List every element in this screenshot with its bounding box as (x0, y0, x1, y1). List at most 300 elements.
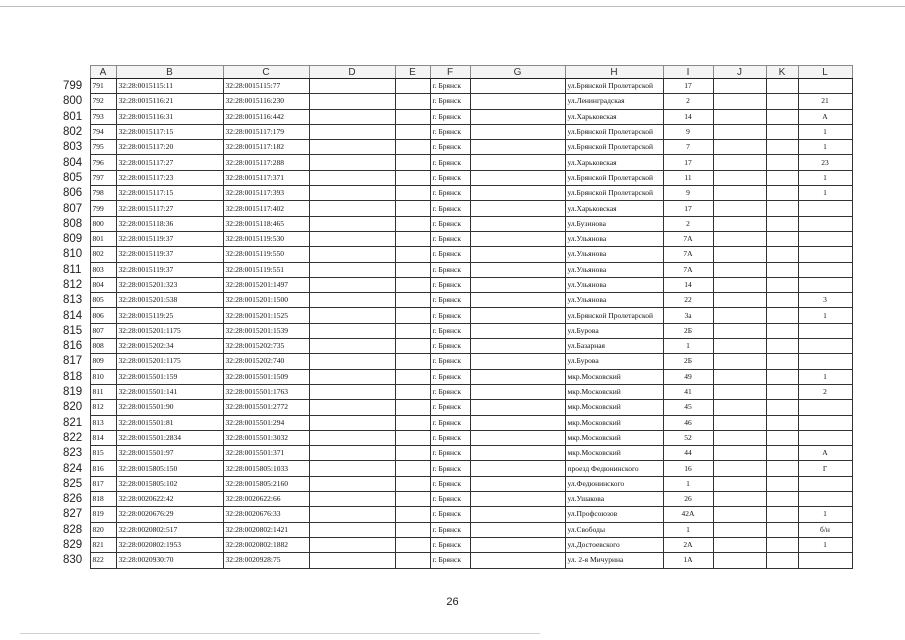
row-number[interactable]: 828 (63, 523, 83, 536)
cell-b[interactable]: 32:28:0020622:42 (116, 492, 223, 507)
row-number[interactable]: 826 (63, 493, 83, 506)
cell-f[interactable]: г. Брянск (430, 400, 470, 415)
cell-e[interactable] (395, 415, 430, 430)
cell-f[interactable]: г. Брянск (430, 354, 470, 369)
cell-k[interactable] (766, 262, 798, 277)
cell-a[interactable]: 819 (90, 507, 116, 522)
cell-k[interactable] (766, 308, 798, 323)
cell-c[interactable]: 32:28:0015117:402 (223, 201, 309, 216)
row-number[interactable]: 818 (63, 370, 83, 383)
column-header-e[interactable]: E (395, 66, 430, 79)
cell-a[interactable]: 818 (90, 492, 116, 507)
cell-g[interactable] (470, 339, 565, 354)
cell-b[interactable]: 32:28:0015119:37 (116, 262, 223, 277)
cell-l[interactable] (798, 201, 852, 216)
cell-h[interactable]: ул.Достоевского (565, 537, 663, 552)
cell-b[interactable]: 32:28:0015117:27 (116, 155, 223, 170)
cell-j[interactable] (713, 109, 766, 124)
cell-e[interactable] (395, 553, 430, 568)
cell-e[interactable] (395, 201, 430, 216)
cell-g[interactable] (470, 415, 565, 430)
column-header-g[interactable]: G (470, 66, 565, 79)
cell-a[interactable]: 816 (90, 461, 116, 476)
cell-l[interactable]: 1 (798, 124, 852, 139)
cell-c[interactable]: 32:28:0015118:465 (223, 216, 309, 231)
cell-g[interactable] (470, 553, 565, 568)
cell-k[interactable] (766, 216, 798, 231)
cell-f[interactable]: г. Брянск (430, 155, 470, 170)
cell-i[interactable]: 9 (663, 186, 713, 201)
cell-j[interactable] (713, 354, 766, 369)
cell-k[interactable] (766, 369, 798, 384)
row-number[interactable]: 805 (63, 171, 83, 184)
cell-d[interactable] (309, 507, 395, 522)
row-number[interactable]: 814 (63, 309, 83, 322)
cell-g[interactable] (470, 262, 565, 277)
cell-c[interactable]: 32:28:0015501:3032 (223, 430, 309, 445)
cell-g[interactable] (470, 537, 565, 552)
cell-l[interactable]: 1 (798, 369, 852, 384)
cell-d[interactable] (309, 308, 395, 323)
cell-a[interactable]: 811 (90, 384, 116, 399)
cell-c[interactable]: 32:28:0015201:1539 (223, 323, 309, 338)
cell-l[interactable] (798, 247, 852, 262)
cell-d[interactable] (309, 109, 395, 124)
cell-d[interactable] (309, 323, 395, 338)
cell-h[interactable]: ул.Федюнинского (565, 476, 663, 491)
cell-d[interactable] (309, 277, 395, 292)
cell-i[interactable]: 17 (663, 155, 713, 170)
column-header-b[interactable]: B (116, 66, 223, 79)
cell-c[interactable]: 32:28:0015202:740 (223, 354, 309, 369)
cell-j[interactable] (713, 461, 766, 476)
cell-f[interactable]: г. Брянск (430, 277, 470, 292)
cell-l[interactable] (798, 231, 852, 246)
cell-i[interactable]: 2 (663, 94, 713, 109)
cell-a[interactable]: 820 (90, 522, 116, 537)
cell-a[interactable]: 803 (90, 262, 116, 277)
cell-l[interactable]: 23 (798, 155, 852, 170)
cell-a[interactable]: 807 (90, 323, 116, 338)
cell-j[interactable] (713, 262, 766, 277)
cell-j[interactable] (713, 155, 766, 170)
row-number[interactable]: 804 (63, 156, 83, 169)
cell-d[interactable] (309, 79, 395, 94)
cell-h[interactable]: ул.Ленинградская (565, 94, 663, 109)
cell-c[interactable]: 32:28:0015501:1509 (223, 369, 309, 384)
cell-d[interactable] (309, 522, 395, 537)
cell-d[interactable] (309, 94, 395, 109)
cell-k[interactable] (766, 109, 798, 124)
cell-l[interactable] (798, 415, 852, 430)
row-number[interactable]: 817 (63, 355, 83, 368)
cell-a[interactable]: 797 (90, 170, 116, 185)
cell-j[interactable] (713, 430, 766, 445)
row-number[interactable]: 819 (63, 386, 83, 399)
cell-d[interactable] (309, 476, 395, 491)
cell-e[interactable] (395, 507, 430, 522)
cell-d[interactable] (309, 231, 395, 246)
cell-g[interactable] (470, 277, 565, 292)
cell-b[interactable]: 32:28:0015117:15 (116, 186, 223, 201)
cell-a[interactable]: 801 (90, 231, 116, 246)
cell-l[interactable] (798, 354, 852, 369)
cell-k[interactable] (766, 522, 798, 537)
cell-e[interactable] (395, 247, 430, 262)
cell-e[interactable] (395, 170, 430, 185)
cell-e[interactable] (395, 476, 430, 491)
cell-h[interactable]: ул.Харьковская (565, 109, 663, 124)
cell-j[interactable] (713, 79, 766, 94)
cell-e[interactable] (395, 231, 430, 246)
cell-h[interactable]: ул.Профсоюзов (565, 507, 663, 522)
cell-i[interactable]: 16 (663, 461, 713, 476)
cell-e[interactable] (395, 155, 430, 170)
cell-i[interactable]: 7 (663, 140, 713, 155)
cell-j[interactable] (713, 277, 766, 292)
cell-c[interactable]: 32:28:0020802:1882 (223, 537, 309, 552)
cell-i[interactable]: 1 (663, 522, 713, 537)
cell-h[interactable]: мкр.Московский (565, 384, 663, 399)
cell-b[interactable]: 32:28:0015202:34 (116, 339, 223, 354)
row-number[interactable]: 825 (63, 477, 83, 490)
cell-k[interactable] (766, 155, 798, 170)
cell-a[interactable]: 808 (90, 339, 116, 354)
cell-j[interactable] (713, 201, 766, 216)
cell-b[interactable]: 32:28:0015501:97 (116, 446, 223, 461)
cell-b[interactable]: 32:28:0015201:323 (116, 277, 223, 292)
cell-l[interactable]: 1 (798, 140, 852, 155)
cell-d[interactable] (309, 293, 395, 308)
row-number[interactable]: 823 (63, 447, 83, 460)
cell-e[interactable] (395, 186, 430, 201)
cell-l[interactable] (798, 216, 852, 231)
cell-g[interactable] (470, 507, 565, 522)
row-number[interactable]: 815 (63, 324, 83, 337)
cell-e[interactable] (395, 109, 430, 124)
cell-l[interactable] (798, 476, 852, 491)
cell-e[interactable] (395, 339, 430, 354)
cell-b[interactable]: 32:28:0015117:23 (116, 170, 223, 185)
cell-g[interactable] (470, 476, 565, 491)
cell-h[interactable]: ул.Брянской Пролетарской (565, 186, 663, 201)
cell-l[interactable]: 1 (798, 537, 852, 552)
cell-i[interactable]: 1 (663, 339, 713, 354)
cell-f[interactable]: г. Брянск (430, 109, 470, 124)
cell-b[interactable]: 32:28:0015501:159 (116, 369, 223, 384)
cell-b[interactable]: 32:28:0015501:2834 (116, 430, 223, 445)
cell-a[interactable]: 822 (90, 553, 116, 568)
cell-c[interactable]: 32:28:0015501:371 (223, 446, 309, 461)
cell-a[interactable]: 796 (90, 155, 116, 170)
cell-e[interactable] (395, 492, 430, 507)
cell-a[interactable]: 814 (90, 430, 116, 445)
cell-b[interactable]: 32:28:0015116:21 (116, 94, 223, 109)
cell-b[interactable]: 32:28:0020676:29 (116, 507, 223, 522)
cell-h[interactable]: мкр.Московский (565, 415, 663, 430)
cell-d[interactable] (309, 446, 395, 461)
cell-c[interactable]: 32:28:0015501:1763 (223, 384, 309, 399)
cell-f[interactable]: г. Брянск (430, 553, 470, 568)
cell-b[interactable]: 32:28:0015805:150 (116, 461, 223, 476)
cell-d[interactable] (309, 492, 395, 507)
cell-b[interactable]: 32:28:0015118:36 (116, 216, 223, 231)
cell-k[interactable] (766, 94, 798, 109)
cell-b[interactable]: 32:28:0015117:15 (116, 124, 223, 139)
column-header-d[interactable]: D (309, 66, 395, 79)
cell-c[interactable]: 32:28:0015201:1497 (223, 277, 309, 292)
cell-g[interactable] (470, 522, 565, 537)
cell-a[interactable]: 812 (90, 400, 116, 415)
cell-k[interactable] (766, 400, 798, 415)
row-number[interactable]: 799 (63, 80, 83, 93)
cell-e[interactable] (395, 384, 430, 399)
cell-e[interactable] (395, 216, 430, 231)
cell-h[interactable]: ул.Харьковская (565, 155, 663, 170)
cell-j[interactable] (713, 323, 766, 338)
cell-j[interactable] (713, 415, 766, 430)
row-number[interactable]: 820 (63, 401, 83, 414)
cell-h[interactable]: ул.Ульянова (565, 231, 663, 246)
cell-h[interactable]: ул.Свободы (565, 522, 663, 537)
cell-j[interactable] (713, 446, 766, 461)
cell-g[interactable] (470, 369, 565, 384)
cell-f[interactable]: г. Брянск (430, 384, 470, 399)
cell-a[interactable]: 810 (90, 369, 116, 384)
cell-c[interactable]: 32:28:0015501:2772 (223, 400, 309, 415)
cell-d[interactable] (309, 369, 395, 384)
cell-h[interactable]: ул.Брянской Пролетарской (565, 140, 663, 155)
cell-j[interactable] (713, 124, 766, 139)
cell-k[interactable] (766, 461, 798, 476)
row-number[interactable]: 803 (63, 141, 83, 154)
cell-j[interactable] (713, 94, 766, 109)
cell-e[interactable] (395, 79, 430, 94)
cell-h[interactable]: мкр.Московский (565, 400, 663, 415)
cell-k[interactable] (766, 339, 798, 354)
cell-h[interactable]: мкр.Московский (565, 369, 663, 384)
cell-l[interactable] (798, 400, 852, 415)
cell-k[interactable] (766, 293, 798, 308)
cell-k[interactable] (766, 537, 798, 552)
cell-d[interactable] (309, 461, 395, 476)
cell-l[interactable] (798, 323, 852, 338)
cell-f[interactable]: г. Брянск (430, 522, 470, 537)
cell-a[interactable]: 817 (90, 476, 116, 491)
cell-b[interactable]: 32:28:0015119:37 (116, 231, 223, 246)
cell-c[interactable]: 32:28:0015117:179 (223, 124, 309, 139)
row-number[interactable]: 806 (63, 187, 83, 200)
cell-d[interactable] (309, 140, 395, 155)
cell-f[interactable]: г. Брянск (430, 79, 470, 94)
cell-k[interactable] (766, 323, 798, 338)
cell-c[interactable]: 32:28:0020622:66 (223, 492, 309, 507)
cell-h[interactable]: ул. 2-я Мичурина (565, 553, 663, 568)
cell-h[interactable]: ул.Бурова (565, 354, 663, 369)
cell-a[interactable]: 800 (90, 216, 116, 231)
cell-k[interactable] (766, 476, 798, 491)
cell-i[interactable]: 1 (663, 476, 713, 491)
cell-h[interactable]: ул.Ульянова (565, 293, 663, 308)
cell-a[interactable]: 815 (90, 446, 116, 461)
cell-g[interactable] (470, 109, 565, 124)
cell-f[interactable]: г. Брянск (430, 216, 470, 231)
cell-c[interactable]: 32:28:0015115:77 (223, 79, 309, 94)
cell-k[interactable] (766, 170, 798, 185)
cell-g[interactable] (470, 308, 565, 323)
cell-c[interactable]: 32:28:0015119:530 (223, 231, 309, 246)
cell-e[interactable] (395, 277, 430, 292)
cell-b[interactable]: 32:28:0015501:90 (116, 400, 223, 415)
row-number[interactable]: 802 (63, 126, 83, 139)
cell-k[interactable] (766, 553, 798, 568)
column-header-l[interactable]: L (798, 66, 852, 79)
cell-i[interactable]: 3а (663, 308, 713, 323)
cell-c[interactable]: 32:28:0015805:1033 (223, 461, 309, 476)
cell-b[interactable]: 32:28:0015116:31 (116, 109, 223, 124)
cell-c[interactable]: 32:28:0015201:1525 (223, 308, 309, 323)
cell-h[interactable]: ул.Брянской Пролетарской (565, 170, 663, 185)
column-header-a[interactable]: A (90, 66, 116, 79)
cell-c[interactable]: 32:28:0020802:1421 (223, 522, 309, 537)
cell-k[interactable] (766, 415, 798, 430)
cell-a[interactable]: 821 (90, 537, 116, 552)
cell-c[interactable]: 32:28:0015117:393 (223, 186, 309, 201)
cell-e[interactable] (395, 354, 430, 369)
cell-l[interactable] (798, 430, 852, 445)
cell-j[interactable] (713, 522, 766, 537)
cell-j[interactable] (713, 537, 766, 552)
cell-f[interactable]: г. Брянск (430, 247, 470, 262)
cell-b[interactable]: 32:28:0020802:517 (116, 522, 223, 537)
cell-f[interactable]: г. Брянск (430, 186, 470, 201)
cell-j[interactable] (713, 186, 766, 201)
cell-c[interactable]: 32:28:0015201:1500 (223, 293, 309, 308)
cell-h[interactable]: проезд Федюнинского (565, 461, 663, 476)
row-number[interactable]: 807 (63, 202, 83, 215)
cell-e[interactable] (395, 308, 430, 323)
cell-b[interactable]: 32:28:0015201:1175 (116, 354, 223, 369)
cell-f[interactable]: г. Брянск (430, 201, 470, 216)
cell-b[interactable]: 32:28:0015501:81 (116, 415, 223, 430)
cell-c[interactable]: 32:28:0020928:75 (223, 553, 309, 568)
cell-a[interactable]: 804 (90, 277, 116, 292)
cell-i[interactable]: 17 (663, 79, 713, 94)
row-number[interactable]: 811 (63, 263, 82, 276)
cell-k[interactable] (766, 231, 798, 246)
cell-b[interactable]: 32:28:0015115:11 (116, 79, 223, 94)
cell-b[interactable]: 32:28:0015805:102 (116, 476, 223, 491)
cell-l[interactable]: 3 (798, 293, 852, 308)
cell-j[interactable] (713, 507, 766, 522)
cell-l[interactable]: 1 (798, 186, 852, 201)
cell-k[interactable] (766, 354, 798, 369)
cell-g[interactable] (470, 170, 565, 185)
cell-c[interactable]: 32:28:0015805:2160 (223, 476, 309, 491)
cell-i[interactable]: 14 (663, 277, 713, 292)
cell-i[interactable]: 49 (663, 369, 713, 384)
cell-c[interactable]: 32:28:0015117:371 (223, 170, 309, 185)
column-header-c[interactable]: C (223, 66, 309, 79)
cell-c[interactable]: 32:28:0020676:33 (223, 507, 309, 522)
cell-j[interactable] (713, 293, 766, 308)
cell-i[interactable]: 22 (663, 293, 713, 308)
cell-l[interactable]: 1 (798, 507, 852, 522)
cell-l[interactable]: А (798, 109, 852, 124)
cell-e[interactable] (395, 446, 430, 461)
cell-g[interactable] (470, 216, 565, 231)
cell-i[interactable]: 2Б (663, 323, 713, 338)
cell-g[interactable] (470, 293, 565, 308)
cell-e[interactable] (395, 140, 430, 155)
row-number[interactable]: 800 (63, 95, 83, 108)
row-number[interactable]: 827 (63, 508, 83, 521)
cell-g[interactable] (470, 492, 565, 507)
cell-g[interactable] (470, 384, 565, 399)
cell-d[interactable] (309, 384, 395, 399)
cell-g[interactable] (470, 247, 565, 262)
row-number[interactable]: 813 (63, 294, 83, 307)
row-number[interactable]: 809 (63, 233, 83, 246)
cell-i[interactable]: 7А (663, 262, 713, 277)
row-number[interactable]: 808 (63, 217, 83, 230)
cell-h[interactable]: ул.Базарная (565, 339, 663, 354)
column-header-j[interactable]: J (713, 66, 766, 79)
cell-i[interactable]: 7А (663, 247, 713, 262)
cell-e[interactable] (395, 323, 430, 338)
cell-k[interactable] (766, 492, 798, 507)
cell-b[interactable]: 32:28:0015119:25 (116, 308, 223, 323)
cell-d[interactable] (309, 186, 395, 201)
cell-f[interactable]: г. Брянск (430, 369, 470, 384)
cell-d[interactable] (309, 201, 395, 216)
row-number[interactable]: 801 (63, 110, 83, 123)
cell-d[interactable] (309, 262, 395, 277)
cell-f[interactable]: г. Брянск (430, 461, 470, 476)
cell-k[interactable] (766, 201, 798, 216)
cell-i[interactable]: 2 (663, 216, 713, 231)
cell-d[interactable] (309, 170, 395, 185)
cell-f[interactable]: г. Брянск (430, 124, 470, 139)
cell-g[interactable] (470, 446, 565, 461)
row-number[interactable]: 812 (63, 279, 83, 291)
cell-j[interactable] (713, 339, 766, 354)
cell-d[interactable] (309, 415, 395, 430)
cell-f[interactable]: г. Брянск (430, 446, 470, 461)
cell-e[interactable] (395, 537, 430, 552)
cell-f[interactable]: г. Брянск (430, 537, 470, 552)
cell-a[interactable]: 813 (90, 415, 116, 430)
cell-c[interactable]: 32:28:0015501:294 (223, 415, 309, 430)
row-number[interactable]: 821 (63, 416, 83, 429)
cell-h[interactable]: ул.Ушакова (565, 492, 663, 507)
cell-i[interactable]: 11 (663, 170, 713, 185)
cell-e[interactable] (395, 400, 430, 415)
cell-f[interactable]: г. Брянск (430, 140, 470, 155)
cell-a[interactable]: 799 (90, 201, 116, 216)
cell-h[interactable]: ул.Ульянова (565, 247, 663, 262)
cell-b[interactable]: 32:28:0015501:141 (116, 384, 223, 399)
cell-c[interactable]: 32:28:0015116:230 (223, 94, 309, 109)
cell-l[interactable] (798, 553, 852, 568)
cell-l[interactable]: 21 (798, 94, 852, 109)
row-number[interactable]: 824 (63, 462, 83, 475)
cell-h[interactable]: ул.Бурова (565, 323, 663, 338)
cell-f[interactable]: г. Брянск (430, 293, 470, 308)
cell-b[interactable]: 32:28:0015117:27 (116, 201, 223, 216)
cell-c[interactable]: 32:28:0015119:551 (223, 262, 309, 277)
cell-i[interactable]: 42А (663, 507, 713, 522)
